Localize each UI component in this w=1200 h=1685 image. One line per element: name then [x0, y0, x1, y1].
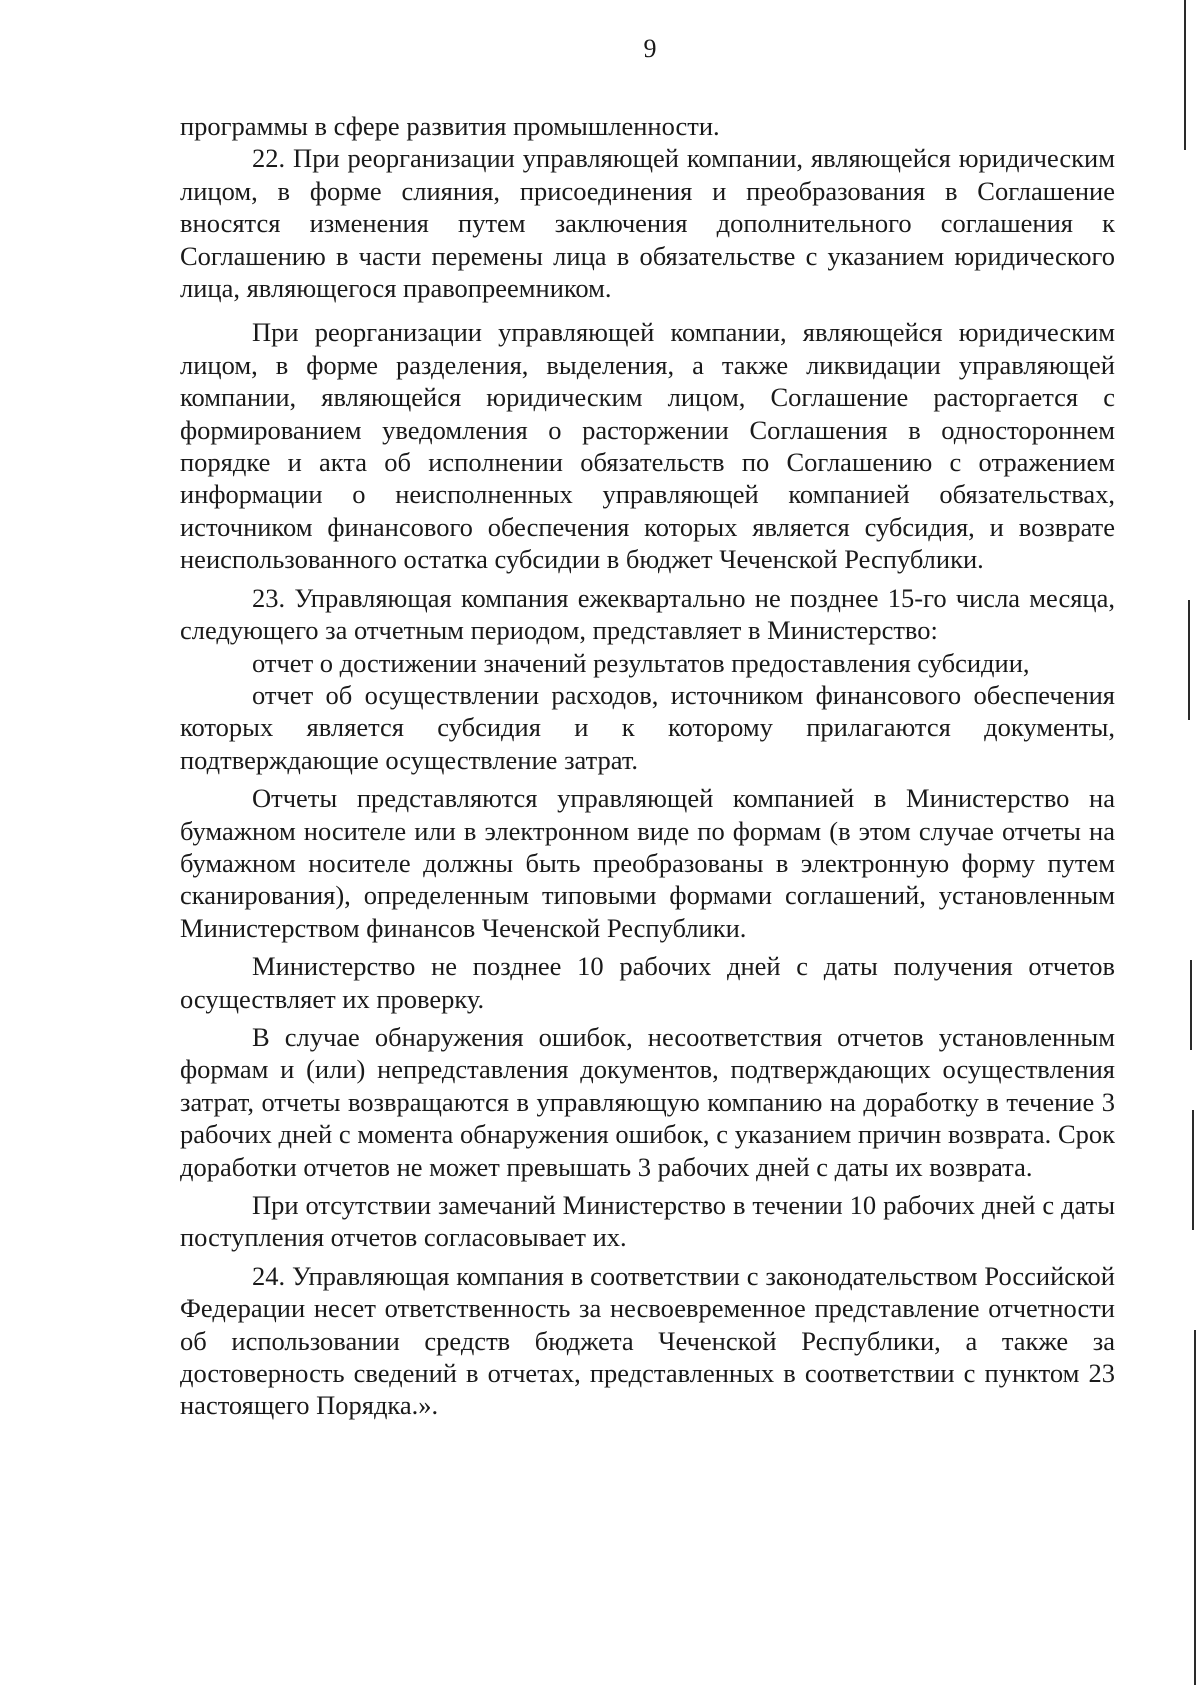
paragraph-errors-return: В случае обнаружения ошибок, несоответствия отчетов установленным формам и (или) непредставления документов, подтверждающих осуществления затрат, отчеты возвращаются в управляющую компанию на доработку в течение 3 рабочих дней с момента обнаружения ошибок, с указанием причин возврата. Срок доработки отчетов не может превышать 3 рабочих дней с даты их возврата.	[180, 1021, 1115, 1182]
page-number: 9	[643, 34, 657, 63]
scan-edge-line	[1184, 0, 1186, 150]
scan-edge-line	[1194, 1330, 1196, 1685]
paragraph-continuation: программы в сфере развития промышленности.	[180, 111, 720, 141]
paragraph-reorganization: При реорганизации управляющей компании, являющейся юридическим лицом, в форме разделения, выделения, а также ликвидации управляющей компании, являющейся юридическим лицом, Соглашение расторгается с формированием уведомления о расторжении Соглашения в одностороннем порядке и акта об исполнении обязательств по Соглашению с отражением информации о неисполненных управляющей компанией обязательствах, источником финансового обеспечения которых является субсидия, и возврате неиспользованного остатка субсидии в бюджет Чеченской Республики.	[180, 317, 1115, 575]
paragraph-approval: При отсутствии замечаний Министерство в течении 10 рабочих дней с даты поступления отчетов согласовывает их.	[180, 1190, 1115, 1253]
paragraph-item-24: 24. Управляющая компания в соответствии с законодательством Российской Федерации несет ответственность за несвоевременное представление отчетности об использовании средств бюджета Чеченской Республики, а также за достоверность сведений в отчетах, представленных в соответствии с пунктом 23 настоящего Порядка.».	[180, 1260, 1115, 1421]
document-body	[180, 110, 1115, 1422]
paragraph-ministry-check: Министерство не позднее 10 рабочих дней с даты получения отчетов осуществляет их проверку.	[180, 951, 1115, 1014]
paragraph-report-results: отчет о достижении значений результатов предоставления субсидии,	[252, 647, 1030, 678]
scan-edge-line	[1190, 960, 1192, 1050]
paragraph-item-22: 22. При реорганизации управляющей компании, являющейся юридическим лицом, в форме слияния, присоединения и преобразования в Соглашение вносятся изменения путем заключения дополнительного соглашения к Соглашению в части перемены лица в обязательстве с указанием юридического лица, являющегося правопреемником.	[180, 143, 1115, 304]
scan-edge-line	[1192, 1110, 1194, 1230]
paragraph-reports-submission: Отчеты представляются управляющей компанией в Министерство на бумажном носителе или в электронном виде по формам (в этом случае отчеты на бумажном носителе должны быть преобразованы в электронную форму путем сканирования), определенным типовыми формами соглашений, установленным Министерством финансов Чеченской Республики.	[180, 783, 1115, 943]
paragraph-report-expenses: отчет об осуществлении расходов, источником финансового обеспечения которых является субсидия и к которому прилагаются документы, подтверждающие осуществление затрат.	[180, 679, 1115, 775]
paragraph-item-23: 23. Управляющая компания ежеквартально не позднее 15-го числа месяца, следующего за отчетным периодом, представляет в Министерство:	[180, 582, 1115, 646]
scan-edge-line	[1188, 600, 1190, 720]
